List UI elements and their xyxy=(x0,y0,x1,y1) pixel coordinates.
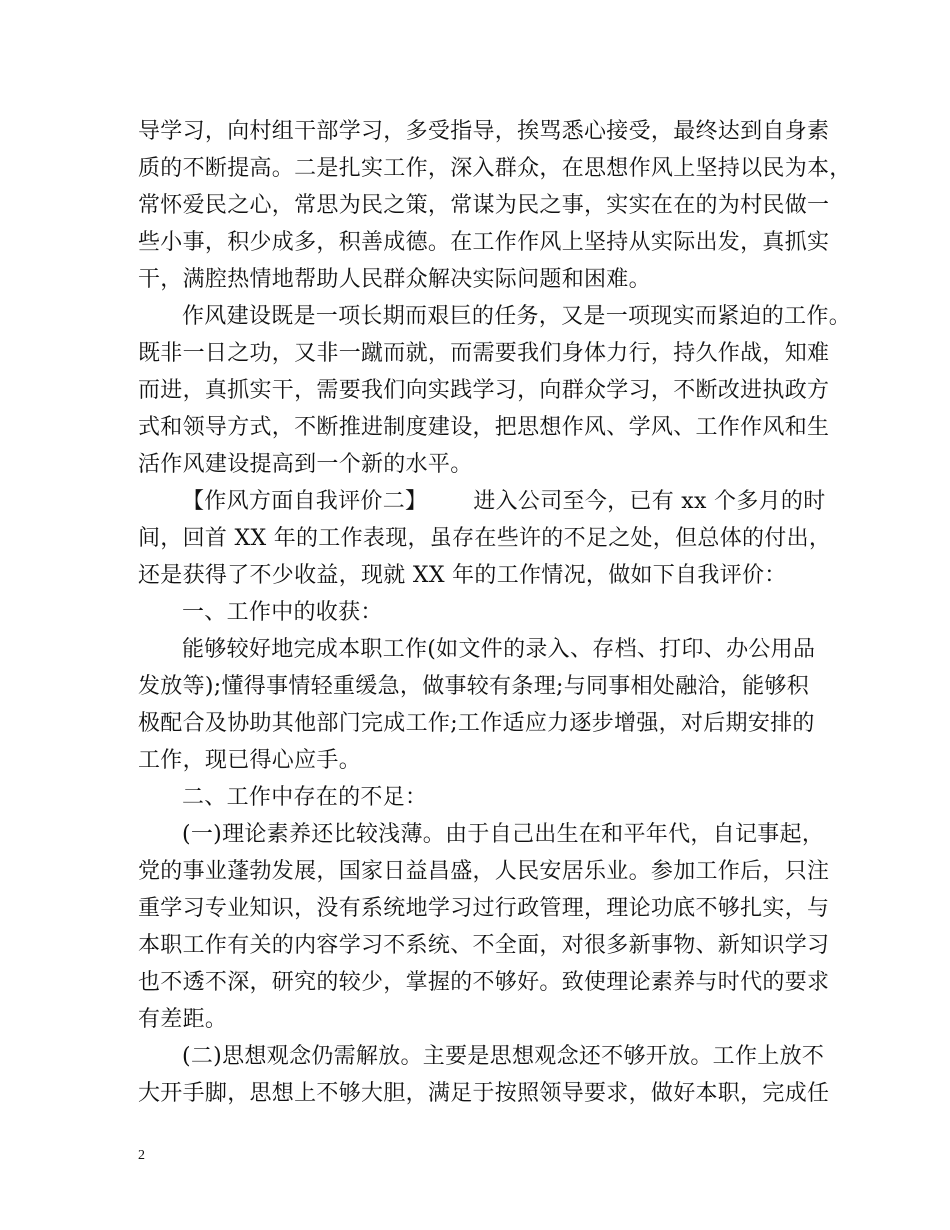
text-line: 活作风建设提高到一个新的水平。 xyxy=(138,452,473,477)
text-line: 常怀爱民之心，常思为民之策，常谋为民之事，实实在在的为村民做一 xyxy=(138,193,830,218)
text-line: 质的不断提高。二是扎实工作，深入群众，在思想作风上坚持以民为本， xyxy=(138,156,852,181)
text-line: 些小事，积少成多，积善成德。在工作作风上坚持从实际出发，真抓实 xyxy=(138,230,830,255)
text-line: 有差距。 xyxy=(138,1007,228,1032)
text-line: 工作，现已得心应手。 xyxy=(138,748,362,773)
text-line: 间，回首 XX 年的工作表现，虽存在些许的不足之处，但总体的付出， xyxy=(138,526,832,551)
text-line: 干，满腔热情地帮助人民群众解决实际问题和困难。 xyxy=(138,267,651,292)
text-line: 本职工作有关的内容学习不系统、不全面，对很多新事物、新知识学习 xyxy=(138,933,830,958)
text-line: 发放等);懂得事情轻重缓急，做事较有条理;与同事相处融洽，能够积 xyxy=(138,674,810,699)
text-line: 也不透不深，研究的较少，掌握的不够好。致使理论素养与时代的要求 xyxy=(138,970,830,995)
text-line: (一)理论素养还比较浅薄。由于自己出生在和平年代，自记事起， xyxy=(182,822,825,847)
subheading: 二、工作中存在的不足： xyxy=(182,785,428,810)
section-heading-line xyxy=(138,483,828,520)
page-number: 2 xyxy=(138,1148,145,1163)
text-line: (二)思想观念仍需解放。主要是思想观念还不够开放。工作上放不 xyxy=(182,1044,825,1069)
text-line: 还是获得了不少收益，现就 XX 年的工作情况，做如下自我评价： xyxy=(138,563,787,588)
subheading: 一、工作中的收获： xyxy=(182,600,383,625)
text-line: 极配合及协助其他部门完成工作;工作适应力逐步增强，对后期安排的 xyxy=(138,711,815,736)
text-line: 大开手脚，思想上不够大胆，满足于按照领导要求，做好本职，完成任 xyxy=(138,1081,830,1106)
text-line: 式和领导方式，不断推进制度建设，把思想作风、学风、工作作风和生 xyxy=(138,415,830,440)
text-line: 作风建设既是一项长期而艰巨的任务，又是一项现实而紧迫的工作。 xyxy=(182,304,852,329)
text-line: 进入公司至今，已有 xx 个多月的时 xyxy=(473,489,826,514)
text-line: 能够较好地完成本职工作(如文件的录入、存档、打印、办公用品 xyxy=(182,637,816,662)
section-heading: 【作风方面自我评价二】 xyxy=(182,489,428,514)
text-line: 重学习专业知识，没有系统地学习过行政管理，理论功底不够扎实，与 xyxy=(138,896,830,921)
text-line: 导学习，向村组干部学习，多受指导，挨骂悉心接受，最终达到自身素 xyxy=(138,119,830,144)
text-line: 既非一日之功，又非一蹴而就，而需要我们身体力行，持久作战，知难 xyxy=(138,341,830,366)
text-line: 而进，真抓实干，需要我们向实践学习，向群众学习，不断改进执政方 xyxy=(138,378,830,403)
text-line: 党的事业蓬勃发展，国家日益昌盛，人民安居乐业。参加工作后，只注 xyxy=(138,859,830,884)
document-body xyxy=(138,113,852,1112)
